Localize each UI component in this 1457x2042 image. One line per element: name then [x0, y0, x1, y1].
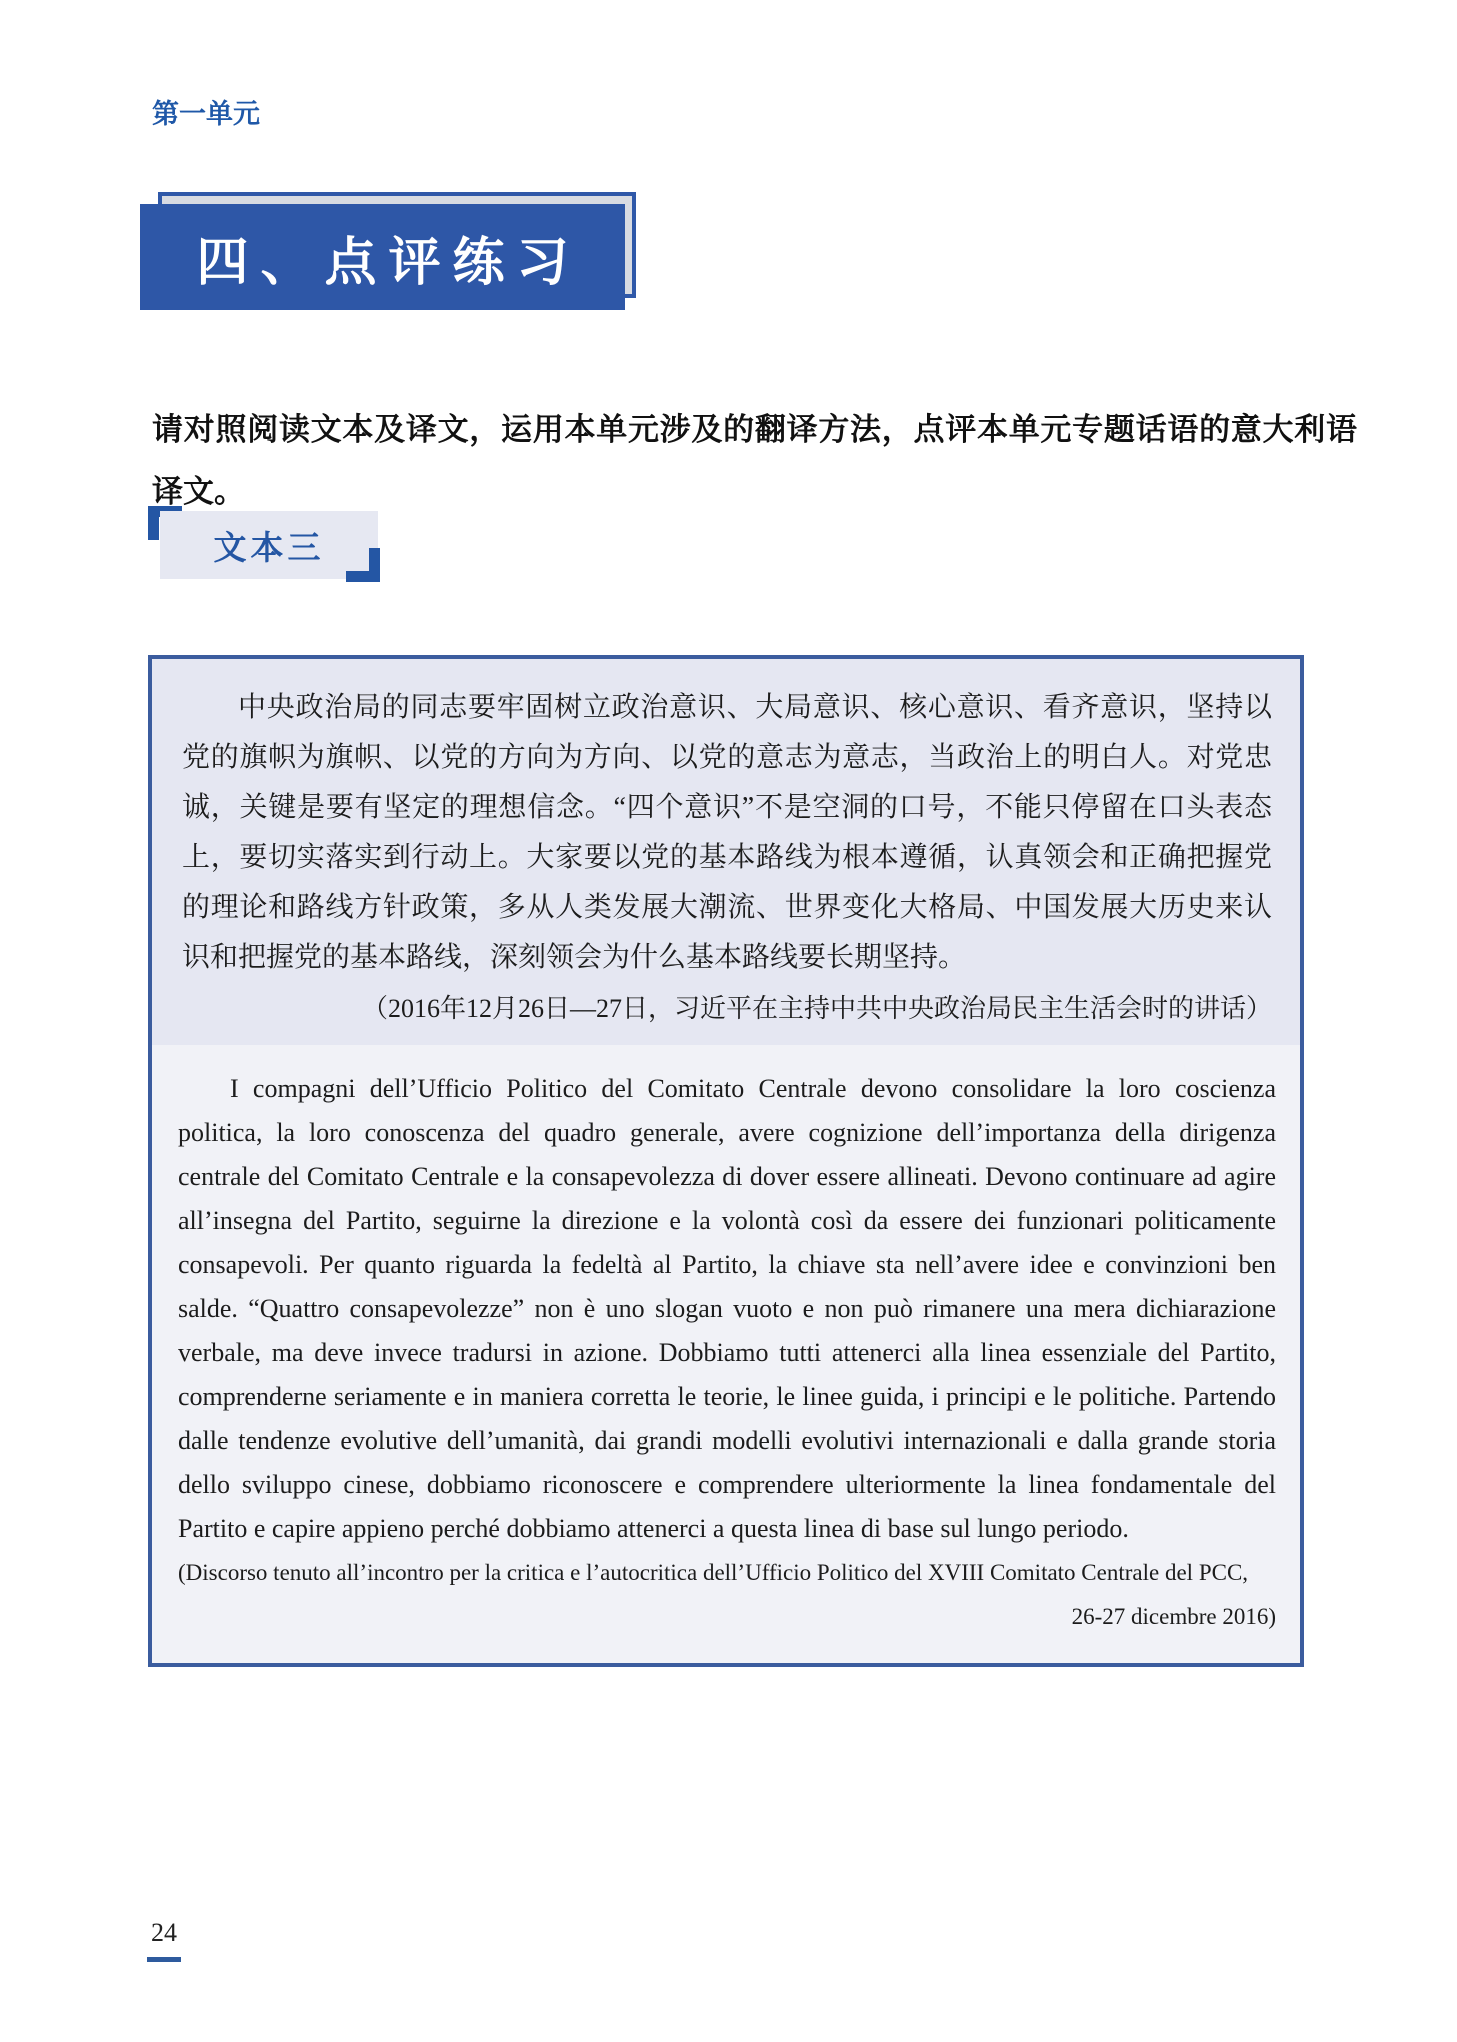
italian-translation-section	[152, 1045, 1300, 1663]
page-number-rule	[147, 1957, 181, 1962]
quote-box	[148, 655, 1304, 1667]
text-label: 文本三	[213, 528, 325, 566]
chinese-quote-attribution: （2016年12月26日—27日，习近平在主持中共中央政治局民主生活会时的讲话）	[361, 994, 1272, 1023]
italian-attribution-line2: 26-27 dicembre 2016)	[1071, 1604, 1276, 1629]
page-number: 24	[151, 1918, 177, 1947]
chinese-quote-section	[152, 659, 1300, 1045]
unit-label: 第一单元	[152, 99, 260, 129]
italian-attribution-line1: (Discorso tenuto all’incontro per la critica e l’autocritica dell’Ufficio Politico del XVIII Comitato Centrale del PCC,	[178, 1560, 1249, 1585]
section-banner-title: 四、点评练习	[196, 234, 581, 292]
section-banner	[140, 204, 625, 310]
exercise-instruction: 请对照阅读文本及译文，运用本单元涉及的翻译方法，点评本单元专题话语的意大利语译文。	[152, 412, 1357, 509]
corner-bracket-bottom-right-icon	[346, 548, 380, 582]
italian-translation-paragraph: I compagni dell’Ufficio Politico del Comitato Centrale devono consolidare la loro coscienza politica, la loro conoscenza del quadro generale, avere cognizione dell’importanza della dirigenza centrale del Comitato Centrale e la consapevolezza di dover essere allineati. Devono continuare ad agire all’insegna del Partito, seguirne la direzione e la volontà così da essere dei funzionari politicamente consapevoli. Per quanto riguarda la fedeltà al Partito, la chiave sta nell’avere idee e convinzioni ben salde. “Quattro consapevolezze” non è uno slogan vuoto e non può rimanere una mera dichiarazione verbale, ma deve invece tradursi in azione. Dobbiamo tutti attenerci alla linea essenziale del Partito, comprenderne seriamente e in maniera corretta le teorie, le linee guida, i principi e le politiche. Partendo dalle tendenze evolutive dell’umanità, dai grandi modelli evolutivi internazionali e dalla grande storia dello sviluppo cinese, dobbiamo riconoscere e comprendere ulteriormente la linea fondamentale del Partito e capire appieno perché dobbiamo attenerci a questa linea di base sul lungo periodo.	[178, 1074, 1276, 1543]
chinese-quote-paragraph: 中央政治局的同志要牢固树立政治意识、大局意识、核心意识、看齐意识，坚持以党的旗帜为旗帜、以党的方向为方向、以党的意志为意志，当政治上的明白人。对党忠诚，关键是要有坚定的理想信念。“四个意识”不是空洞的口号，不能只停留在口头表态上，要切实落实到行动上。大家要以党的基本路线为根本遵循，认真领会和正确把握党的理论和路线方针政策，多从人类发展大潮流、世界变化大格局、中国发展大历史来认识和把握党的基本路线，深刻领会为什么基本路线要长期坚持。	[182, 692, 1272, 973]
